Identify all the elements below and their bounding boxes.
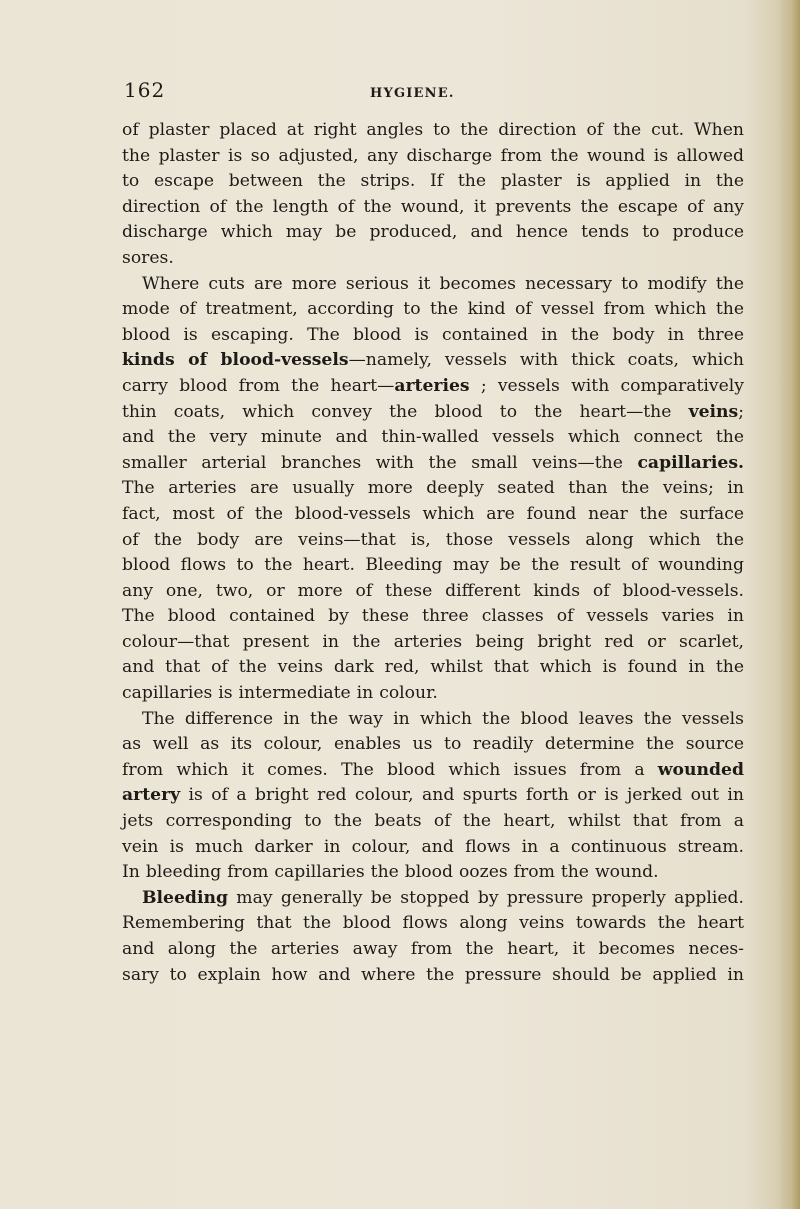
text-line-bold-terms: carry blood from the heart—arteries ; vessels with comparatively bbox=[122, 375, 744, 396]
text-line: of plaster placed at right angles to the direction of the cut. When bbox=[122, 120, 744, 140]
text-line: the plaster is so adjusted, any discharge from the wound is allowed bbox=[122, 145, 744, 166]
body-text bbox=[122, 118, 744, 988]
text-line-bold-terms: Bleeding may generally be stopped by pressure properly applied. bbox=[142, 887, 744, 908]
text-line-bold-terms: from which it comes. The blood which issues from a wounded bbox=[122, 759, 744, 780]
text-line: direction of the length of the wound, it prevents the escape of any bbox=[122, 196, 744, 217]
text-line: mode of treatment, according to the kind of vessel from which the bbox=[122, 299, 744, 320]
bold-term: capillaries. bbox=[637, 452, 744, 473]
text-line: sores. bbox=[122, 247, 174, 268]
page-number: 162 bbox=[124, 78, 166, 102]
text-line: and along the arteries away from the heart, it becomes neces- bbox=[122, 939, 744, 959]
text-line-bold-terms: artery is of a bright red colour, and spurts forth or is jerked out in bbox=[122, 785, 744, 806]
text-line: Remembering that the blood flows along veins towards the heart bbox=[122, 913, 744, 934]
bold-term: artery bbox=[122, 785, 181, 806]
text-line: In bleeding from capillaries the blood oozes from the wound. bbox=[122, 862, 659, 883]
text-line: any one, two, or more of these different kinds of blood-vessels. bbox=[122, 580, 744, 601]
text-line: The arteries are usually more deeply seated than the veins; in bbox=[122, 478, 744, 499]
text-line: vein is much darker in colour, and flows in a continuous stream. bbox=[122, 836, 744, 857]
text-line: and the very minute and thin-walled vessels which connect the bbox=[122, 427, 744, 448]
text-line: of the body are veins—that is, those vessels along which the bbox=[122, 529, 744, 550]
text-line: and that of the veins dark red, whilst that which is found in the bbox=[122, 657, 744, 678]
text-line: fact, most of the blood-vessels which are found near the surface bbox=[122, 503, 744, 524]
running-head: HYGIENE. bbox=[370, 86, 455, 101]
text-line-bold-terms: thin coats, which convey the blood to the heart—the veins; bbox=[122, 401, 744, 422]
bold-term: wounded bbox=[657, 759, 744, 780]
page-edge-shadow bbox=[778, 0, 800, 1209]
text-line: blood flows to the heart. Bleeding may be the result of wounding bbox=[122, 555, 744, 576]
text-line: capillaries is intermediate in colour. bbox=[122, 683, 438, 704]
text-line: as well as its colour, enables us to readily determine the source bbox=[122, 734, 744, 755]
text-line: sary to explain how and where the pressure should be applied in bbox=[122, 964, 744, 985]
text-line: jets corresponding to the beats of the heart, whilst that from a bbox=[122, 811, 744, 832]
text-line: The difference in the way in which the blood leaves the vessels bbox=[142, 708, 744, 729]
bold-term: kinds of blood-vessels bbox=[122, 350, 349, 371]
bold-term: Bleeding bbox=[142, 887, 228, 908]
bold-term: arteries bbox=[394, 375, 470, 396]
text-line: The blood contained by these three classes of vessels varies in bbox=[122, 606, 744, 627]
text-line: discharge which may be produced, and hence tends to produce bbox=[122, 222, 744, 243]
text-line-bold-terms: blood is escaping. The blood is contained in the body in three bbox=[122, 324, 744, 345]
text-line: colour—that present in the arteries being bright red or scarlet, bbox=[122, 631, 744, 652]
text-line-bold-terms: smaller arterial branches with the small veins—the capillaries. bbox=[122, 452, 744, 473]
text-line: Where cuts are more serious it becomes necessary to modify the bbox=[142, 273, 744, 294]
text-line: to escape between the strips. If the plaster is applied in the bbox=[122, 171, 744, 192]
bold-term: veins bbox=[688, 401, 739, 422]
text-line-bold-terms: kinds of blood-vessels—namely, vessels with thick coats, which bbox=[122, 350, 744, 371]
